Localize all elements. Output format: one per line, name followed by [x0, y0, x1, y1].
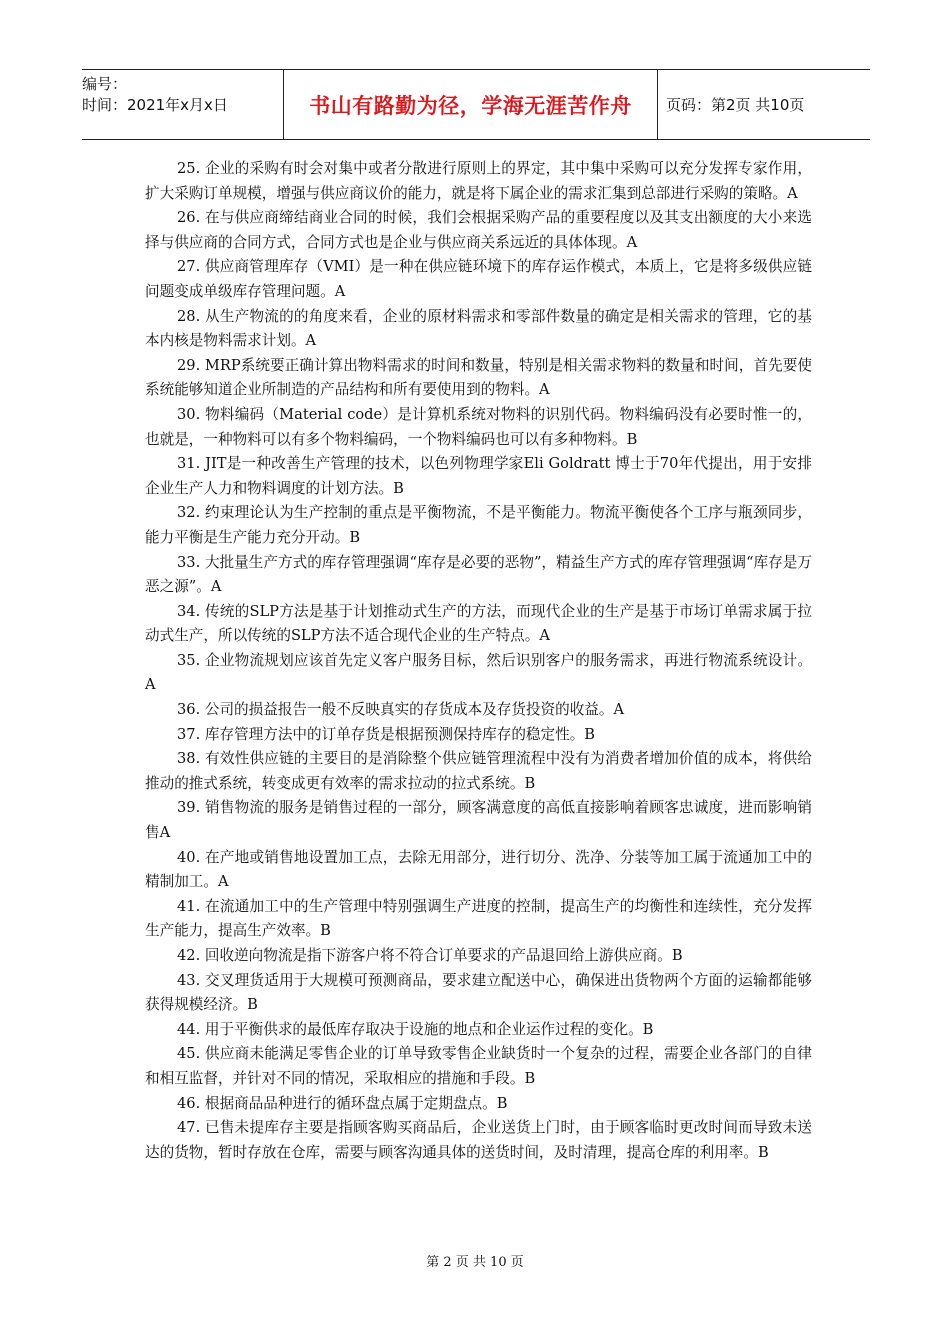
- document-number-label: 编号：: [82, 75, 128, 93]
- question-item: 27. 供应商管理库存（VMI）是一种在供应链环境下的库存运作模式，本质上，它是将多级供应链问题变成单级库存管理问题。A: [145, 258, 812, 300]
- question-item: 33. 大批量生产方式的库存管理强调“库存是必要的恶物”，精益生产方式的库存管理强调“库存是万恶之源”。A: [145, 553, 812, 596]
- question-list: [145, 157, 812, 1165]
- question-item: 35. 企业物流规划应该首先定义客户服务目标，然后识别客户的服务需求，再进行物流系统设计。A: [145, 651, 812, 694]
- date-label: 时间：2021年x月x日: [82, 96, 228, 114]
- question-item: 46. 根据商品品种进行的循环盘点属于定期盘点。B: [177, 1094, 508, 1112]
- question-item: 26. 在与供应商缔结商业合同的时候，我们会根据采购产品的重要程度以及其支出额度的大小来选择与供应商的合同方式，合同方式也是企业与供应商关系远近的具体体现。A: [145, 209, 812, 251]
- question-item: 31. JIT是一种改善生产管理的技术，以色列物理学家Eli Goldratt 博士于70年代提出，用于安排企业生产人力和物料调度的计划方法。B: [145, 455, 812, 497]
- question-item: 37. 库存管理方法中的订单存货是根据预测保持库存的稳定性。B: [177, 725, 596, 743]
- question-item: 41. 在流通加工中的生产管理中特别强调生产进度的控制，提高生产的均衡性和连续性，充分发挥生产能力，提高生产效率。B: [145, 897, 812, 940]
- question-item: 44. 用于平衡供求的最低库存取决于设施的地点和企业运作过程的变化。B: [177, 1020, 654, 1038]
- page-header: [82, 69, 870, 140]
- question-item: 43. 交叉理货适用于大规模可预测商品，要求建立配送中心，确保进出货物两个方面的运输都能够获得规模经济。B: [145, 971, 812, 1014]
- question-item: 29. MRP系统要正确计算出物料需求的时间和数量，特别是相关需求物料的数量和时间，首先要使系统能够知道企业所制造的产品结构和所有要使用到的物料。A: [145, 356, 812, 399]
- question-item: 45. 供应商未能满足零售企业的订单导致零售企业缺货时一个复杂的过程，需要企业各部门的自律和相互监督，并针对不同的情况，采取相应的措施和手段。B: [145, 1045, 812, 1087]
- header-meta: [82, 70, 284, 139]
- page-footer: 第 2 页 共 10 页: [426, 1255, 524, 1270]
- question-item: 47. 已售未提库存主要是指顾客购买商品后，企业送货上门时，由于顾客临时更改时间而导致未送达的货物，暂时存放在仓库，需要与顾客沟通具体的送货时间，及时清理，提高仓库的利用率。B: [145, 1119, 812, 1161]
- question-item: 30. 物料编码（Material code）是计算机系统对物料的识别代码。物料编码没有必要时惟一的，也就是，一种物料可以有多个物料编码，一个物料编码也可以有多种物料。B: [145, 405, 812, 448]
- question-item: 28. 从生产物流的的角度来看，企业的原材料需求和零部件数量的确定是相关需求的管理，它的基本内核是物料需求计划。A: [145, 307, 812, 350]
- question-item: 36. 公司的损益报告一般不反映真实的存货成本及存货投资的收益。A: [177, 701, 625, 719]
- header-motto-cell: [284, 70, 658, 139]
- question-item: 25. 企业的采购有时会对集中或者分散进行原则上的界定，其中集中采购可以充分发挥专家作用，扩大采购订单规模，增强与供应商议价的能力，就是将下属企业的需求汇集到总部进行采购的策略。A: [145, 160, 812, 202]
- header-motto: 书山有路勤为径，学海无涯苦作舟: [309, 93, 632, 118]
- question-item: 39. 销售物流的服务是销售过程的一部分，顾客满意度的高低直接影响着顾客忠诚度，进而影响销售A: [145, 799, 812, 842]
- question-item: 32. 约束理论认为生产控制的重点是平衡物流，不是平衡能力。物流平衡使各个工序与瓶颈同步，能力平衡是生产能力充分开动。B: [145, 504, 812, 546]
- header-page-number: 页码：第2页 共10页: [666, 96, 805, 114]
- question-item: 38. 有效性供应链的主要目的是消除整个供应链管理流程中没有为消费者增加价值的成本，将供给推动的推式系统，转变成更有效率的需求拉动的拉式系统。B: [145, 750, 812, 792]
- question-item: 42. 回收逆向物流是指下游客户将不符合订单要求的产品退回给上游供应商。B: [177, 947, 683, 964]
- question-item: 40. 在产地或销售地设置加工点，去除无用部分，进行切分、洗净、分装等加工属于流通加工中的精制加工。A: [145, 848, 812, 891]
- question-item: 34. 传统的SLP方法是基于计划推动式生产的方法，而现代企业的生产是基于市场订单需求属于拉动式生产，所以传统的SLP方法不适合现代企业的生产特点。A: [145, 602, 812, 645]
